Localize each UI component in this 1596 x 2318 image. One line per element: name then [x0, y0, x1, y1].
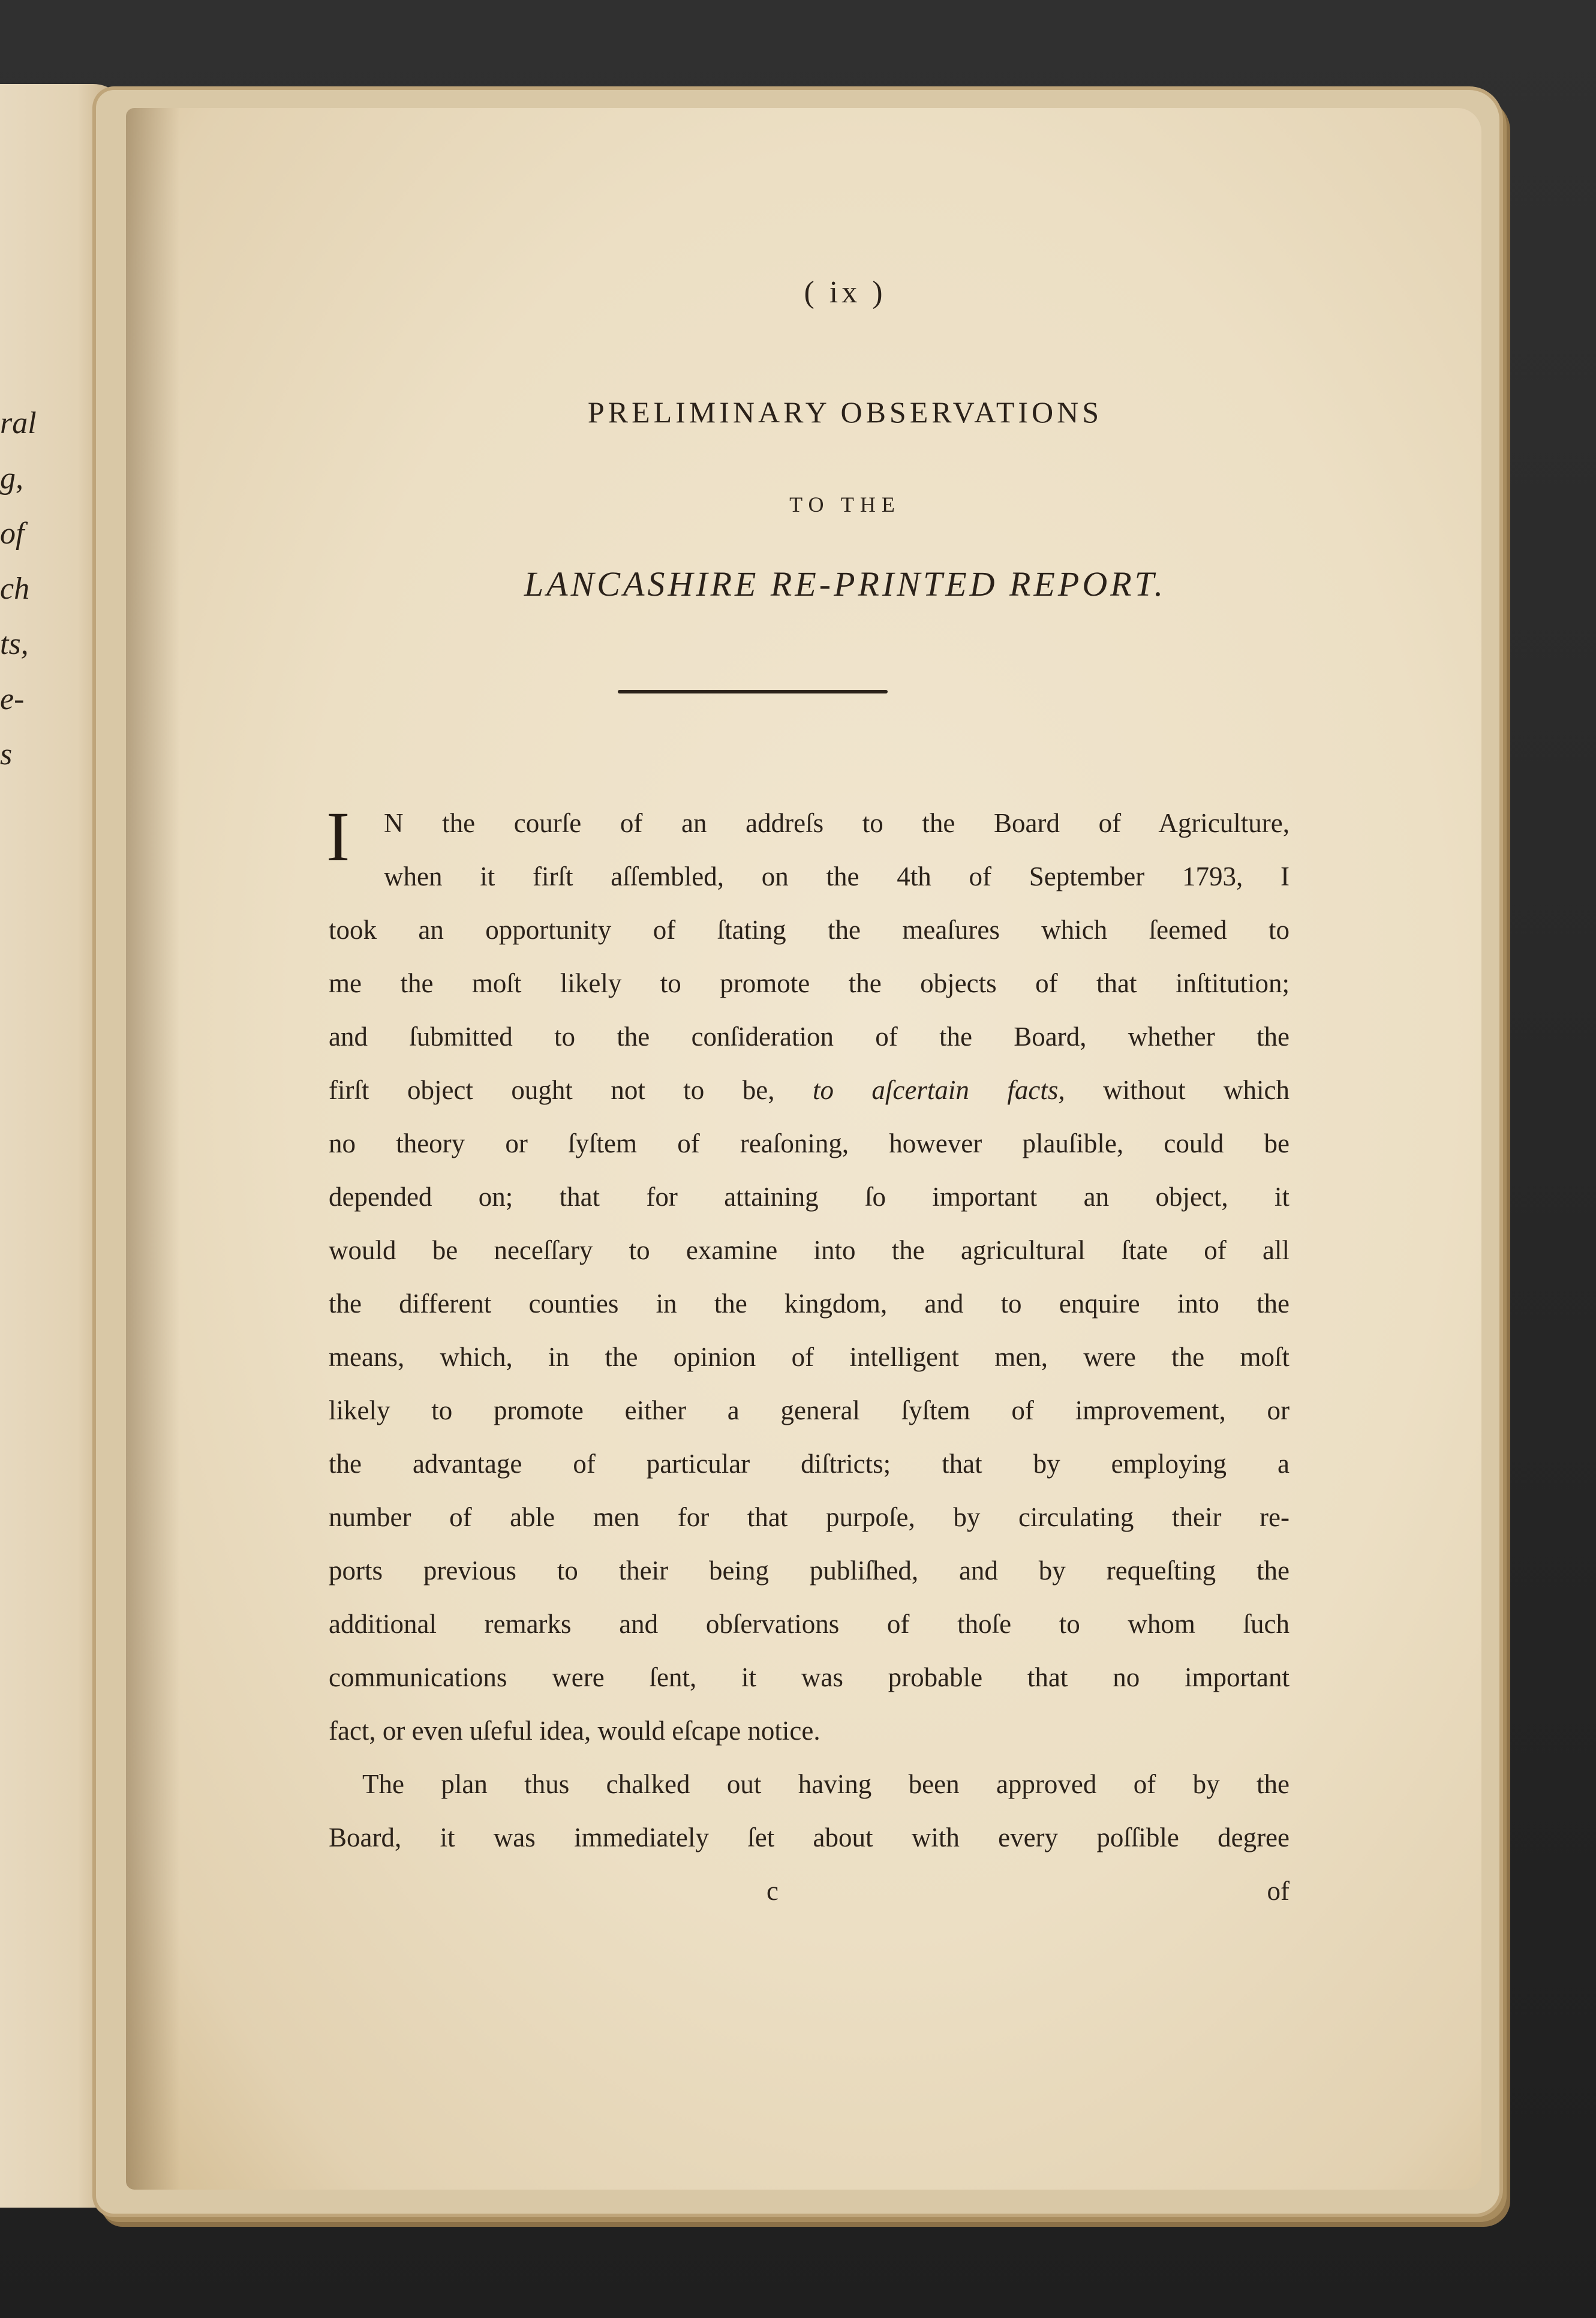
book-page — [126, 108, 1481, 2190]
body-text — [326, 797, 1290, 1918]
text-line: me the moſt likely to promote the objects of that inſtitution; — [329, 968, 1290, 998]
text-line: additional remarks and obſervations of thoſe to whom ſuch — [329, 1609, 1290, 1639]
signature-mark: c — [767, 1876, 779, 1906]
left-fragment: e- — [0, 682, 25, 716]
text-line: no theory or ſyſtem of reaſoning, however plauſible, could be — [329, 1128, 1290, 1158]
report-title: LANCASHIRE RE-PRINTED REPORT. — [524, 565, 1167, 603]
text-line: the different counties in the kingdom, and to enquire into the — [329, 1289, 1290, 1319]
left-fragment: g, — [0, 461, 23, 496]
drop-cap: I — [326, 797, 350, 876]
left-fragment: of — [0, 517, 25, 551]
left-fragment: ts, — [0, 627, 29, 661]
page-subtitle: TO THE — [789, 493, 901, 517]
text-line: likely to promote either a general ſyſtem of improvement, or — [329, 1395, 1290, 1425]
left-fragment: ral — [0, 406, 37, 440]
text-segment: firſt object ought not to be, — [329, 1075, 775, 1105]
text-line: The plan thus chalked out having been approved of by the — [362, 1769, 1290, 1799]
text-line: took an opportunity of ſtating the meaſures which ſeemed to — [329, 915, 1290, 945]
text-line: the advantage of particular diſtricts; that by employing a — [329, 1449, 1290, 1479]
text-line: when it firſt aſſembled, on the 4th of September 1793, I — [384, 861, 1290, 891]
decorative-rule — [618, 690, 888, 693]
italic-phrase: to aſcertain facts, — [812, 1075, 1065, 1105]
text-line: means, which, in the opinion of intelligent men, were the moſt — [329, 1342, 1290, 1372]
gutter-shadow — [126, 108, 180, 2190]
text-line: fact, or even uſeful idea, would eſcape notice. — [329, 1716, 820, 1746]
text-segment: without which — [1103, 1075, 1290, 1105]
catchword: of — [1267, 1876, 1290, 1906]
page-title: PRELIMINARY OBSERVATIONS — [587, 395, 1103, 429]
text-line: N the courſe of an addreſs to the Board of Agriculture, — [384, 808, 1290, 838]
text-line: ports previous to their being publiſhed, and by requeſting the — [329, 1556, 1290, 1586]
text-line: would be neceſſary to examine into the agricultural ſtate of all — [329, 1235, 1290, 1265]
page-footer — [329, 1864, 1290, 1918]
text-line: number of able men for that purpoſe, by circulating their re- — [329, 1502, 1290, 1532]
left-page-text-fragments — [0, 396, 36, 782]
text-line: depended on; that for attaining ſo important an object, it — [329, 1182, 1290, 1212]
text-line: communications were ſent, it was probable that no important — [329, 1662, 1290, 1692]
page-number: ( ix ) — [804, 275, 886, 310]
left-fragment: ch — [0, 572, 30, 606]
text-line: and ſubmitted to the conſideration of the Board, whether the — [329, 1022, 1290, 1052]
text-line: Board, it was immediately ſet about with every poſſible degree — [329, 1822, 1290, 1852]
text-line — [329, 1064, 1290, 1117]
left-fragment: s — [0, 737, 13, 771]
